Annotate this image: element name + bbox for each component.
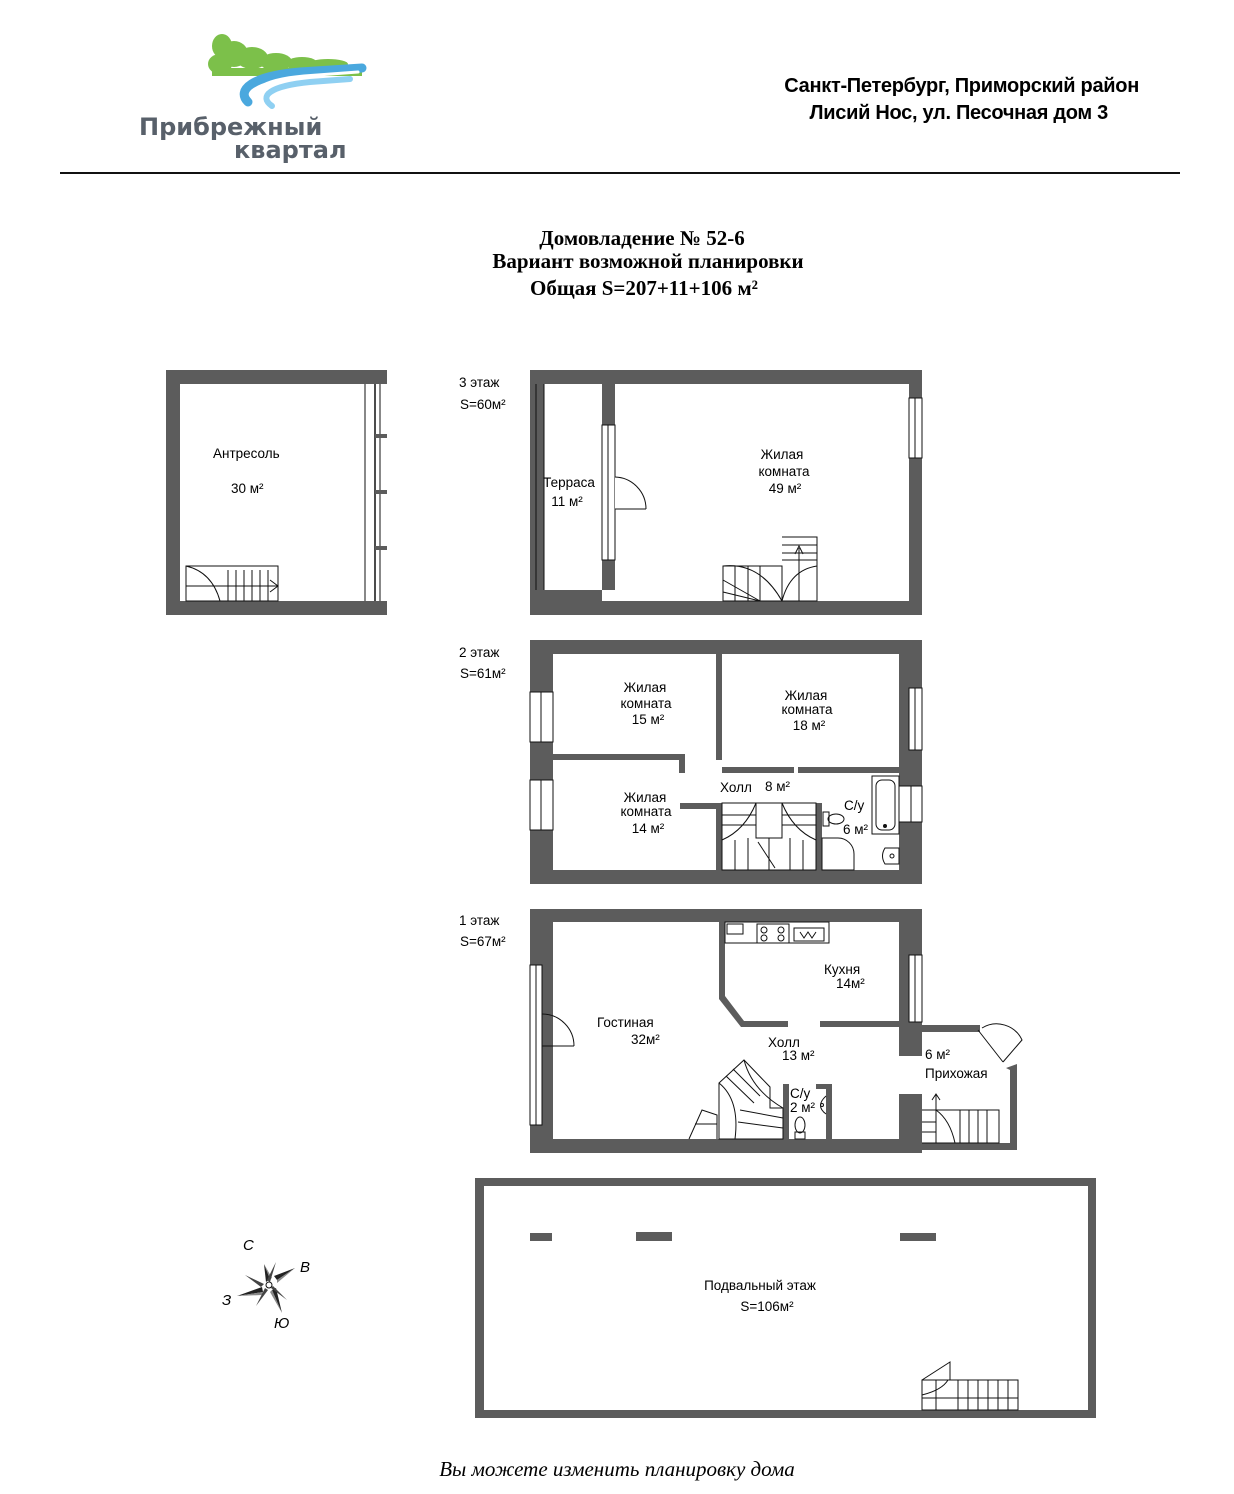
terrace-name: Терраса xyxy=(543,475,595,490)
total-area: Общая S=207+11+106 м² xyxy=(530,276,758,300)
basement-plan xyxy=(475,1178,1096,1418)
logo-line-1: Прибрежный xyxy=(139,113,323,141)
f1-hall-name: Холл xyxy=(768,1035,800,1050)
room15-name1: Жилая xyxy=(623,680,667,695)
basement-area: S=106м² xyxy=(740,1299,794,1314)
kitchen-counter-icon xyxy=(725,922,829,943)
footer-note: Вы можете изменить планировку дома xyxy=(439,1457,795,1481)
f2-hall-area: 8 м² xyxy=(765,779,791,794)
door-icon xyxy=(615,477,646,509)
basement-name: Подвальный этаж xyxy=(704,1278,816,1293)
sink-icon xyxy=(821,1096,827,1114)
living-name: Гостиная xyxy=(597,1015,654,1030)
f1-wc-name: С/у xyxy=(790,1086,811,1101)
room14-name1: Жилая xyxy=(623,790,667,805)
address-line-2: Лисий Нос, ул. Песочная дом 3 xyxy=(809,102,1108,124)
compass-rose-icon xyxy=(222,1237,310,1332)
f3-living-area: 49 м² xyxy=(768,481,802,496)
terrace-area: 11 м² xyxy=(551,494,583,509)
compass-south: Ю xyxy=(274,1315,290,1332)
entry-name: Прихожая xyxy=(925,1066,988,1081)
stair-icon xyxy=(922,1094,999,1143)
compass-north: С xyxy=(243,1237,254,1254)
compass-east: В xyxy=(300,1259,311,1276)
door-icon xyxy=(978,1024,1022,1062)
stair-icon xyxy=(722,803,816,870)
room14-area: 14 м² xyxy=(631,821,665,836)
toilet-icon xyxy=(823,812,844,826)
room14-name2: комната xyxy=(620,804,672,819)
entry-area: 6 м² xyxy=(925,1047,951,1062)
sink-icon xyxy=(883,848,900,864)
floor2-area: S=61м² xyxy=(460,666,506,681)
room15-name2: комната xyxy=(620,696,672,711)
floor1-label: 1 этаж xyxy=(459,913,500,928)
f1-hall-area: 13 м² xyxy=(782,1048,815,1063)
room15-area: 15 м² xyxy=(631,712,665,727)
room18-name2: комната xyxy=(781,702,833,717)
room18-name1: Жилая xyxy=(784,688,828,703)
stair-icon xyxy=(922,1362,1018,1410)
floor1-area: S=67м² xyxy=(460,934,506,949)
floor2-label: 2 этаж xyxy=(459,645,500,660)
mezzanine-plan xyxy=(166,370,387,615)
mezzanine-name: Антресоль xyxy=(213,446,280,461)
stair-icon xyxy=(186,566,278,601)
floor3-plan xyxy=(459,370,922,615)
kitchen-name: Кухня xyxy=(824,962,861,977)
living-area: 32м² xyxy=(631,1032,660,1047)
f3-living-name1: Жилая xyxy=(760,447,804,462)
floor1-plan xyxy=(459,909,1022,1153)
floor3-label: 3 этаж xyxy=(459,375,500,390)
f2-bath-name: С/у xyxy=(844,798,865,813)
logo-line-2: квартал xyxy=(234,136,347,164)
mezzanine-area: 30 м² xyxy=(231,481,264,496)
floor3-area: S=60м² xyxy=(460,397,506,412)
shower-icon xyxy=(822,838,854,870)
kitchen-area: 14м² xyxy=(836,976,865,991)
toilet-icon xyxy=(795,1117,805,1139)
room18-area: 18 м² xyxy=(792,718,826,733)
bathtub-icon xyxy=(872,776,899,834)
page-title: Домовладение № 52-6 xyxy=(539,226,745,250)
compass-west: З xyxy=(222,1292,232,1309)
f2-hall-name: Холл xyxy=(720,780,752,795)
address-line-1: Санкт-Петербург, Приморский район xyxy=(784,75,1139,97)
stair-icon xyxy=(689,1060,783,1139)
floor2-plan xyxy=(459,640,922,884)
f3-living-name2: комната xyxy=(758,464,810,479)
f1-wc-area: 2 м² xyxy=(790,1100,816,1115)
f2-bath-area: 6 м² xyxy=(843,822,869,837)
stair-icon xyxy=(723,537,817,601)
page-subtitle: Вариант возможной планировки xyxy=(492,249,804,273)
